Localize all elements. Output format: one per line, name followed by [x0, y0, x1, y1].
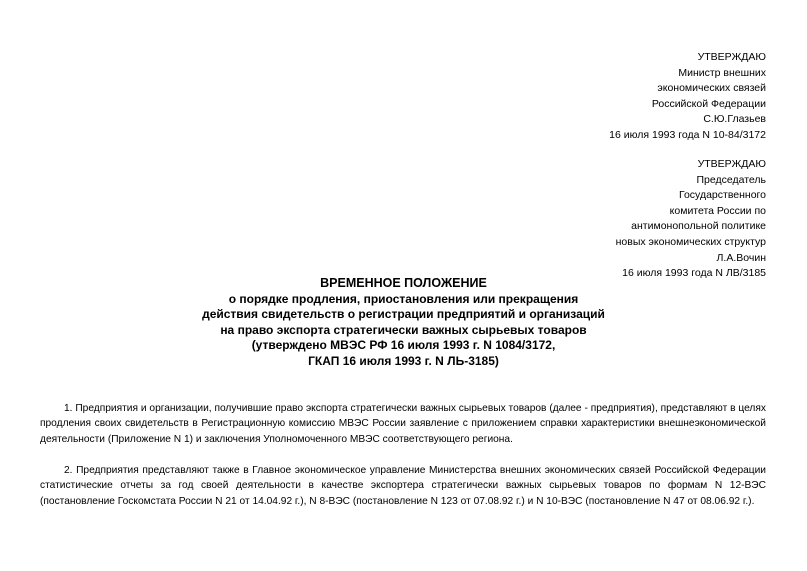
approval-line: антимонопольной политике: [631, 220, 766, 233]
paragraph-text: 2. Предприятия представляют также в Главное экономическое управление Министерства внешних экономических связей Российской Федерации статистические отчеты за год своей деятельности в качестве экспортера стратегически важных сырьевых товаров по формам N 12-ВЭС (постановление Госкомстата России N 21 от 14.04.92 г.), N 8-ВЭС (постановление N 123 от 07.08.92 г.) и N 10-ВЭС (постановление N 47 от 08.06.92 г.).: [40, 465, 766, 507]
approval-line: Председатель: [696, 173, 766, 186]
approval-line: Российской Федерации: [651, 97, 766, 110]
approval-date: 16 июля 1993 года N ЛВ/3185: [622, 267, 766, 280]
approval-line: Министр внешних: [678, 66, 766, 79]
document-title-line: на право экспорта стратегически важных сырьевых товаров: [220, 322, 587, 337]
approval-line: комитета России по: [669, 204, 766, 217]
approval-date: 16 июля 1993 года N 10-84/3172: [609, 128, 766, 141]
approval-block-chairman: [616, 157, 766, 282]
document-title-line: о порядке продления, приостановления или прекращения: [228, 291, 579, 306]
approval-heading: УТВЕРЖДАЮ: [697, 158, 766, 170]
paragraph-2: [40, 463, 766, 509]
document-title-line: (утверждено МВЭС РФ 16 июля 1993 г. N 1084/3172,: [251, 338, 556, 352]
document-title-line: действия свидетельств о регистрации предприятий и организаций: [202, 307, 605, 321]
approval-block-minister: [609, 50, 766, 144]
paragraph-1: [40, 401, 766, 447]
approval-line: Государственного: [678, 189, 766, 202]
document-title-main: ВРЕМЕННОЕ ПОЛОЖЕНИЕ: [320, 276, 487, 290]
approval-line: экономических связей: [657, 82, 766, 95]
approval-signatory: С.Ю.Глазьев: [703, 113, 766, 126]
paragraph-text: 1. Предприятия и организации, получившие право экспорта стратегически важных сырьевых товаров (далее - предприятия), представляют в целях продления своих свидетельств в Регистрационную комиссию МВЭС России заявление с приложением справки характеристики внешнеэкономической деятельности (Приложение N 1) и заключения Уполномоченного МВЭС соответствующего региона.: [40, 403, 766, 445]
document-title-line: ГКАП 16 июля 1993 г. N ЛЬ-3185): [308, 353, 499, 368]
approval-line: новых экономических структур: [615, 235, 766, 248]
approval-signatory: Л.А.Вочин: [716, 251, 766, 264]
approval-heading: УТВЕРЖДАЮ: [697, 51, 766, 63]
document-title: [0, 276, 807, 369]
